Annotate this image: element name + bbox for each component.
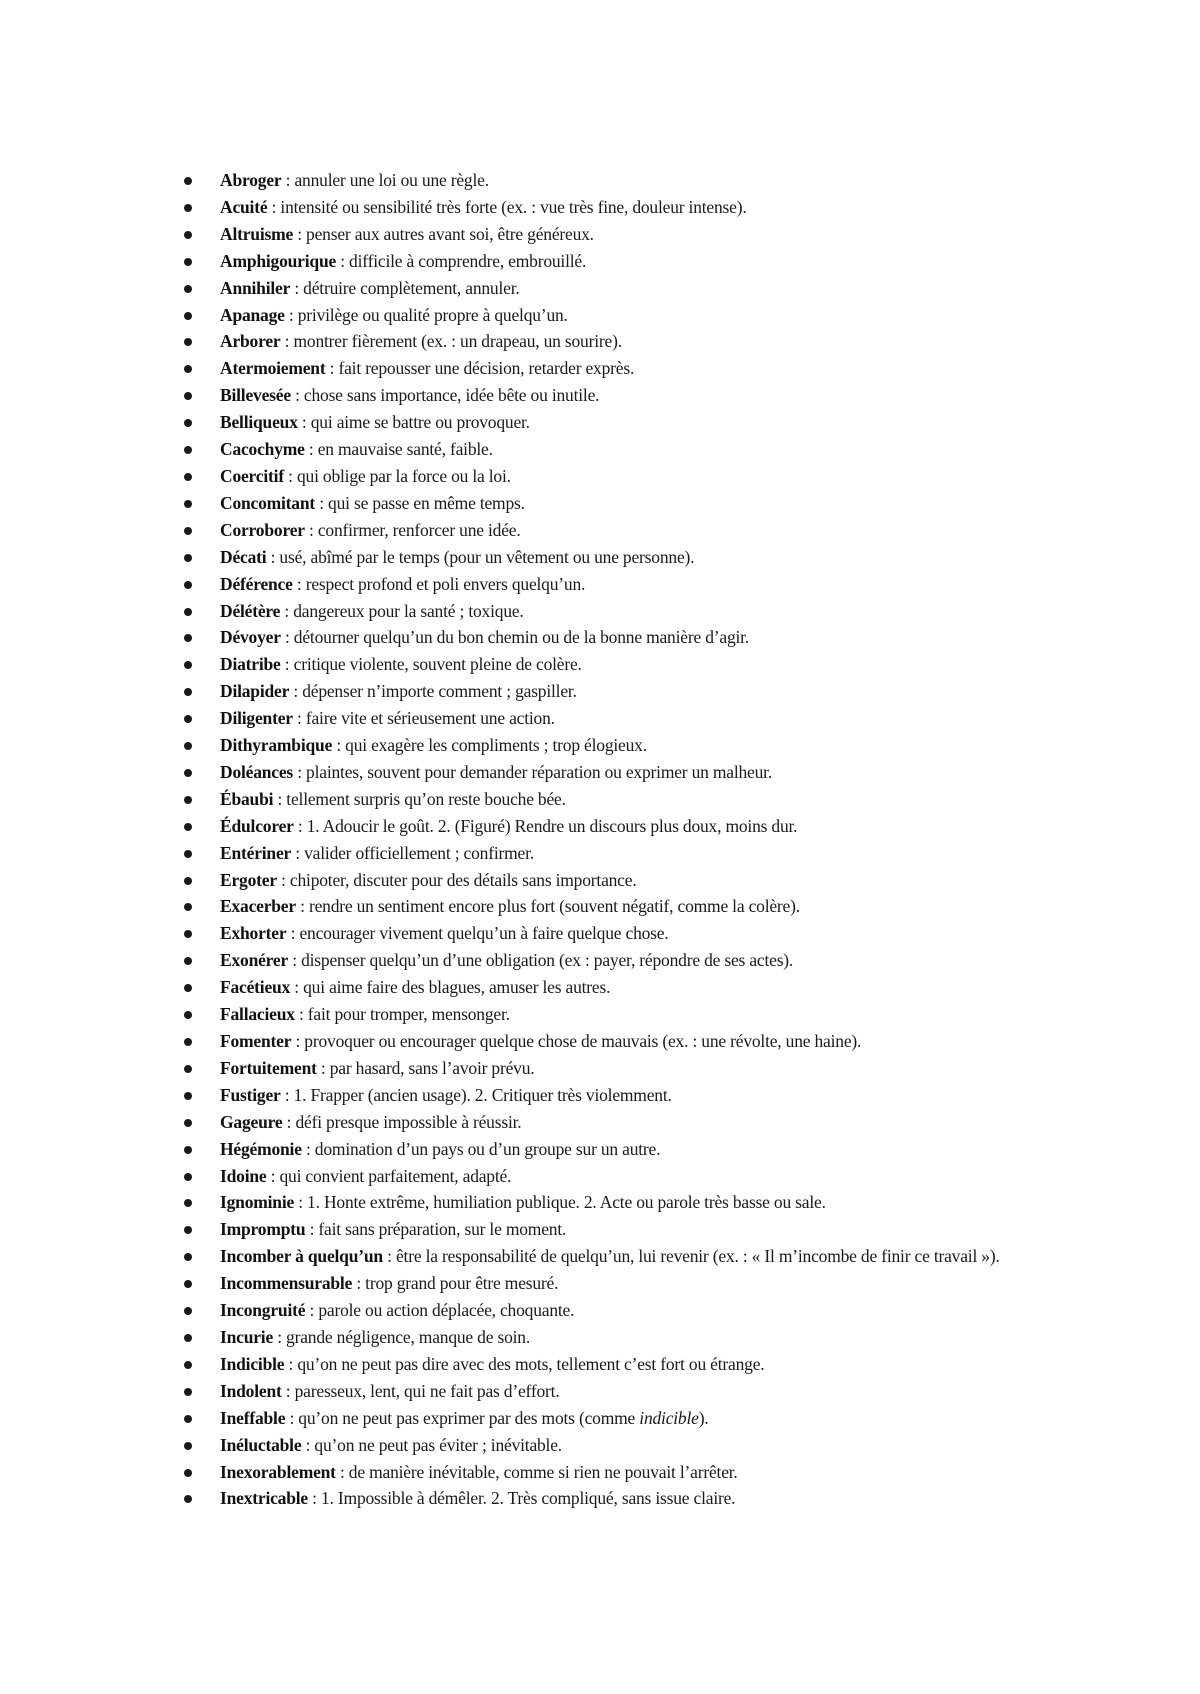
entry-definition: : qui aime faire des blagues, amuser les autres.: [290, 977, 611, 998]
list-item: [180, 302, 1060, 329]
list-item: [180, 974, 1060, 1001]
list-item: [180, 1297, 1060, 1324]
bullet-icon: [184, 1173, 192, 1181]
list-item: [180, 167, 1060, 194]
bullet-icon: [184, 1038, 192, 1046]
list-item: [180, 248, 1060, 275]
list-item: [180, 1378, 1060, 1405]
list-item: [180, 867, 1060, 894]
list-item: [180, 893, 1060, 920]
entry-definition: : tellement surpris qu’on reste bouche bée.: [273, 788, 566, 809]
entry-definition: : domination d’un pays ou d’un groupe sur un autre.: [301, 1138, 661, 1159]
list-item: [180, 1432, 1060, 1459]
entry-term: Diligenter: [220, 708, 293, 729]
entry-term: Abroger: [220, 170, 282, 190]
entry-italic-word: indicible: [639, 1407, 699, 1428]
list-item: [180, 1001, 1060, 1028]
bullet-icon: [184, 877, 192, 885]
bullet-icon: [184, 1065, 192, 1073]
list-item: [180, 1189, 1060, 1216]
entry-term: Indolent: [220, 1380, 282, 1401]
bullet-icon: [184, 1469, 192, 1477]
entry-term: Fortuitement: [220, 1057, 317, 1078]
bullet-icon: [184, 312, 192, 320]
entry-definition: : annuler une loi ou une règle.: [281, 170, 489, 190]
entry-definition: : faire vite et sérieusement une action.: [292, 708, 555, 729]
entry-term: Idoine: [220, 1165, 267, 1186]
entry-definition: : fait repousser une décision, retarder exprès.: [325, 358, 635, 379]
entry-term: Gageure: [220, 1111, 283, 1132]
entry-definition: : qui oblige par la force ou la loi.: [283, 465, 511, 486]
entry-term: Inéluctable: [220, 1434, 302, 1455]
bullet-icon: [184, 392, 192, 400]
list-item: [180, 732, 1060, 759]
bullet-icon: [184, 1495, 192, 1503]
entry-term: Indicible: [220, 1353, 285, 1374]
entry-definition: : grande négligence, manque de soin.: [273, 1326, 531, 1347]
entry-term: Incomber à quelqu’un: [220, 1246, 383, 1267]
bullet-icon: [184, 554, 192, 562]
entry-definition: : en mauvaise santé, faible.: [304, 439, 493, 460]
entry-definition: : qui se passe en même temps.: [315, 492, 525, 513]
bullet-icon: [184, 957, 192, 965]
bullet-icon: [184, 608, 192, 616]
entry-term: Atermoiement: [220, 358, 326, 379]
entry-definition: : 1. Adoucir le goût. 2. (Figuré) Rendre un discours plus doux, moins dur.: [293, 815, 798, 836]
bullet-icon: [184, 1361, 192, 1369]
entry-definition: : confirmer, renforcer une idée.: [304, 519, 521, 540]
entry-definition: : qu’on ne peut pas exprimer par des mots (comme: [285, 1407, 640, 1428]
entry-definition: : encourager vivement quelqu’un à faire quelque chose.: [286, 923, 669, 944]
entry-definition: : détourner quelqu’un du bon chemin ou de la bonne manière d’agir.: [280, 627, 749, 648]
entry-definition: : privilège ou qualité propre à quelqu’un.: [284, 304, 568, 325]
bullet-icon: [184, 581, 192, 589]
bullet-icon: [184, 930, 192, 938]
entry-term: Exhorter: [220, 923, 287, 944]
entry-definition: : chose sans importance, idée bête ou inutile.: [290, 385, 600, 406]
bullet-icon: [184, 715, 192, 723]
entry-definition: : qui exagère les compliments ; trop élogieux.: [332, 735, 647, 756]
entry-definition: : plaintes, souvent pour demander réparation ou exprimer un malheur.: [293, 761, 773, 782]
list-item: [180, 1028, 1060, 1055]
list-item: [180, 463, 1060, 490]
list-item: [180, 1351, 1060, 1378]
entry-definition: : dispenser quelqu’un d’une obligation (ex : payer, répondre de ses actes).: [288, 950, 794, 971]
list-item: [180, 1270, 1060, 1297]
list-item: [180, 1485, 1060, 1512]
bullet-icon: [184, 258, 192, 266]
list-item: [180, 1243, 1060, 1270]
list-item: [180, 1324, 1060, 1351]
entry-term: Fustiger: [220, 1084, 281, 1105]
list-item: [180, 571, 1060, 598]
list-item: [180, 221, 1060, 248]
entry-definition: : 1. Frapper (ancien usage). 2. Critiquer très violemment.: [280, 1084, 672, 1105]
bullet-icon: [184, 473, 192, 481]
entry-term: Diatribe: [220, 654, 281, 675]
bullet-icon: [184, 796, 192, 804]
entry-definition: : qui convient parfaitement, adapté.: [266, 1165, 512, 1186]
entry-term: Impromptu: [220, 1219, 306, 1240]
entry-term: Ébaubi: [220, 788, 274, 809]
entry-term: Doléances: [220, 761, 294, 782]
entry-definition: : parole ou action déplacée, choquante.: [305, 1300, 575, 1321]
entry-definition: : montrer fièrement (ex. : un drapeau, un sourire).: [280, 331, 622, 352]
entry-definition: : fait sans préparation, sur le moment.: [305, 1219, 567, 1240]
entry-definition: : 1. Honte extrême, humiliation publique. 2. Acte ou parole très basse ou sale.: [294, 1192, 826, 1213]
bullet-icon: [184, 204, 192, 212]
list-item: [180, 517, 1060, 544]
bullet-icon: [184, 823, 192, 831]
bullet-icon: [184, 231, 192, 239]
entry-definition: : être la responsabilité de quelqu’un, lui revenir (ex. : « Il m’incombe de finir ce travail »).: [382, 1246, 1000, 1267]
list-item: [180, 1405, 1060, 1432]
bullet-icon: [184, 1226, 192, 1234]
entry-term: Altruisme: [220, 223, 294, 244]
bullet-icon: [184, 1442, 192, 1450]
entry-definition: : critique violente, souvent pleine de colère.: [280, 654, 582, 675]
entry-term: Facétieux: [220, 977, 291, 998]
list-item: [180, 409, 1060, 436]
bullet-icon: [184, 1415, 192, 1423]
list-item: [180, 1055, 1060, 1082]
entry-definition: : qu’on ne peut pas éviter ; inévitable.: [301, 1434, 562, 1455]
list-item: [180, 705, 1060, 732]
bullet-icon: [184, 1092, 192, 1100]
entry-definition: : valider officiellement ; confirmer.: [291, 842, 534, 863]
bullet-icon: [184, 1199, 192, 1207]
entry-term: Amphigourique: [220, 250, 337, 271]
bullet-icon: [184, 769, 192, 777]
entry-term: Déférence: [220, 573, 293, 594]
bullet-icon: [184, 850, 192, 858]
entry-term: Corroborer: [220, 519, 305, 540]
entry-term: Inextricable: [220, 1488, 308, 1509]
bullet-icon: [184, 1253, 192, 1261]
entry-term: Fallacieux: [220, 1004, 295, 1025]
list-item: [180, 490, 1060, 517]
entry-term: Édulcorer: [220, 815, 294, 836]
entry-term: Délétère: [220, 600, 281, 621]
list-item: [180, 1459, 1060, 1486]
list-item: [180, 436, 1060, 463]
bullet-icon: [184, 365, 192, 373]
entry-term: Fomenter: [220, 1031, 292, 1051]
bullet-icon: [184, 688, 192, 696]
bullet-icon: [184, 984, 192, 992]
entry-definition: : chipoter, discuter pour des détails sans importance.: [276, 869, 637, 890]
entry-term: Coercitif: [220, 465, 284, 486]
entry-definition: : qui aime se battre ou provoquer.: [297, 412, 530, 433]
entry-definition: : défi presque impossible à réussir.: [282, 1111, 522, 1132]
entry-term: Incommensurable: [220, 1273, 353, 1294]
entry-definition-end: ).: [698, 1407, 709, 1428]
entry-term: Ignominie: [220, 1192, 295, 1213]
bullet-icon: [184, 527, 192, 535]
list-item: [180, 651, 1060, 678]
entry-term: Dévoyer: [220, 627, 281, 648]
entry-term: Billevesée: [220, 385, 291, 406]
entry-definition: : dangereux pour la santé ; toxique.: [280, 600, 524, 621]
bullet-icon: [184, 1146, 192, 1154]
entry-term: Entériner: [220, 842, 292, 863]
entry-definition: : intensité ou sensibilité très forte (ex. : vue très fine, douleur intense).: [267, 196, 747, 217]
entry-term: Décati: [220, 546, 267, 567]
bullet-icon: [184, 661, 192, 669]
entry-term: Exacerber: [220, 896, 296, 917]
bullet-icon: [184, 903, 192, 911]
entry-term: Annihiler: [220, 277, 291, 298]
entry-term: Exonérer: [220, 950, 289, 971]
entry-term: Cacochyme: [220, 439, 305, 460]
entry-definition: : rendre un sentiment encore plus fort (souvent négatif, comme la colère).: [295, 896, 800, 917]
bullet-icon: [184, 500, 192, 508]
list-item: [180, 1163, 1060, 1190]
bullet-icon: [184, 742, 192, 750]
bullet-icon: [184, 285, 192, 293]
list-item: [180, 813, 1060, 840]
bullet-icon: [184, 1011, 192, 1019]
entry-term: Arborer: [220, 331, 281, 352]
list-item: [180, 194, 1060, 221]
entry-term: Ineffable: [220, 1407, 286, 1428]
bullet-icon: [184, 1280, 192, 1288]
list-item: [180, 624, 1060, 651]
list-item: [180, 786, 1060, 813]
entry-definition: : trop grand pour être mesuré.: [352, 1273, 559, 1294]
entry-definition: : penser aux autres avant soi, être généreux.: [293, 223, 594, 244]
list-item: [180, 759, 1060, 786]
entry-definition: : provoquer ou encourager quelque chose de mauvais (ex. : une révolte, une haine).: [291, 1031, 862, 1051]
entry-term: Dithyrambique: [220, 735, 333, 756]
list-item: [180, 328, 1060, 355]
entry-definition: : de manière inévitable, comme si rien ne pouvait l’arrêter.: [335, 1461, 738, 1482]
entry-term: Incurie: [220, 1326, 274, 1347]
list-item: [180, 1109, 1060, 1136]
bullet-icon: [184, 419, 192, 427]
list-item: [180, 355, 1060, 382]
list-item: [180, 947, 1060, 974]
entry-definition: : 1. Impossible à démêler. 2. Très compliqué, sans issue claire.: [308, 1488, 736, 1509]
entry-term: Acuité: [220, 196, 268, 217]
list-item: [180, 920, 1060, 947]
list-item: [180, 840, 1060, 867]
entry-term: Belliqueux: [220, 412, 298, 433]
entry-definition: : dépenser n’importe comment ; gaspiller.: [289, 681, 577, 702]
vocabulary-list: [180, 167, 1060, 1512]
bullet-icon: [184, 1119, 192, 1127]
list-item: [180, 382, 1060, 409]
bullet-icon: [184, 1388, 192, 1396]
list-item: [180, 598, 1060, 625]
bullet-icon: [184, 1307, 192, 1315]
entry-term: Incongruité: [220, 1300, 306, 1321]
entry-definition: : qu’on ne peut pas dire avec des mots, tellement c’est fort ou étrange.: [284, 1353, 765, 1374]
entry-term: Dilapider: [220, 681, 290, 702]
bullet-icon: [184, 634, 192, 642]
bullet-icon: [184, 338, 192, 346]
bullet-icon: [184, 1334, 192, 1342]
entry-term: Ergoter: [220, 869, 277, 890]
list-item: [180, 1216, 1060, 1243]
list-item: [180, 1082, 1060, 1109]
list-item: [180, 275, 1060, 302]
bullet-icon: [184, 177, 192, 185]
entry-definition: : par hasard, sans l’avoir prévu.: [316, 1057, 535, 1078]
entry-term: Hégémonie: [220, 1138, 302, 1159]
entry-definition: : usé, abîmé par le temps (pour un vêtement ou une personne).: [266, 546, 695, 567]
entry-term: Inexorablement: [220, 1461, 336, 1482]
entry-definition: : difficile à comprendre, embrouillé.: [336, 250, 587, 271]
entry-term: Apanage: [220, 304, 285, 325]
list-item: [180, 678, 1060, 705]
bullet-icon: [184, 446, 192, 454]
list-item: [180, 1136, 1060, 1163]
entry-definition: : détruire complètement, annuler.: [290, 277, 520, 298]
entry-definition: : respect profond et poli envers quelqu’un.: [292, 573, 586, 594]
list-item: [180, 544, 1060, 571]
entry-term: Concomitant: [220, 492, 316, 513]
entry-definition: : paresseux, lent, qui ne fait pas d’effort.: [281, 1380, 560, 1401]
entry-definition: : fait pour tromper, mensonger.: [294, 1004, 510, 1025]
